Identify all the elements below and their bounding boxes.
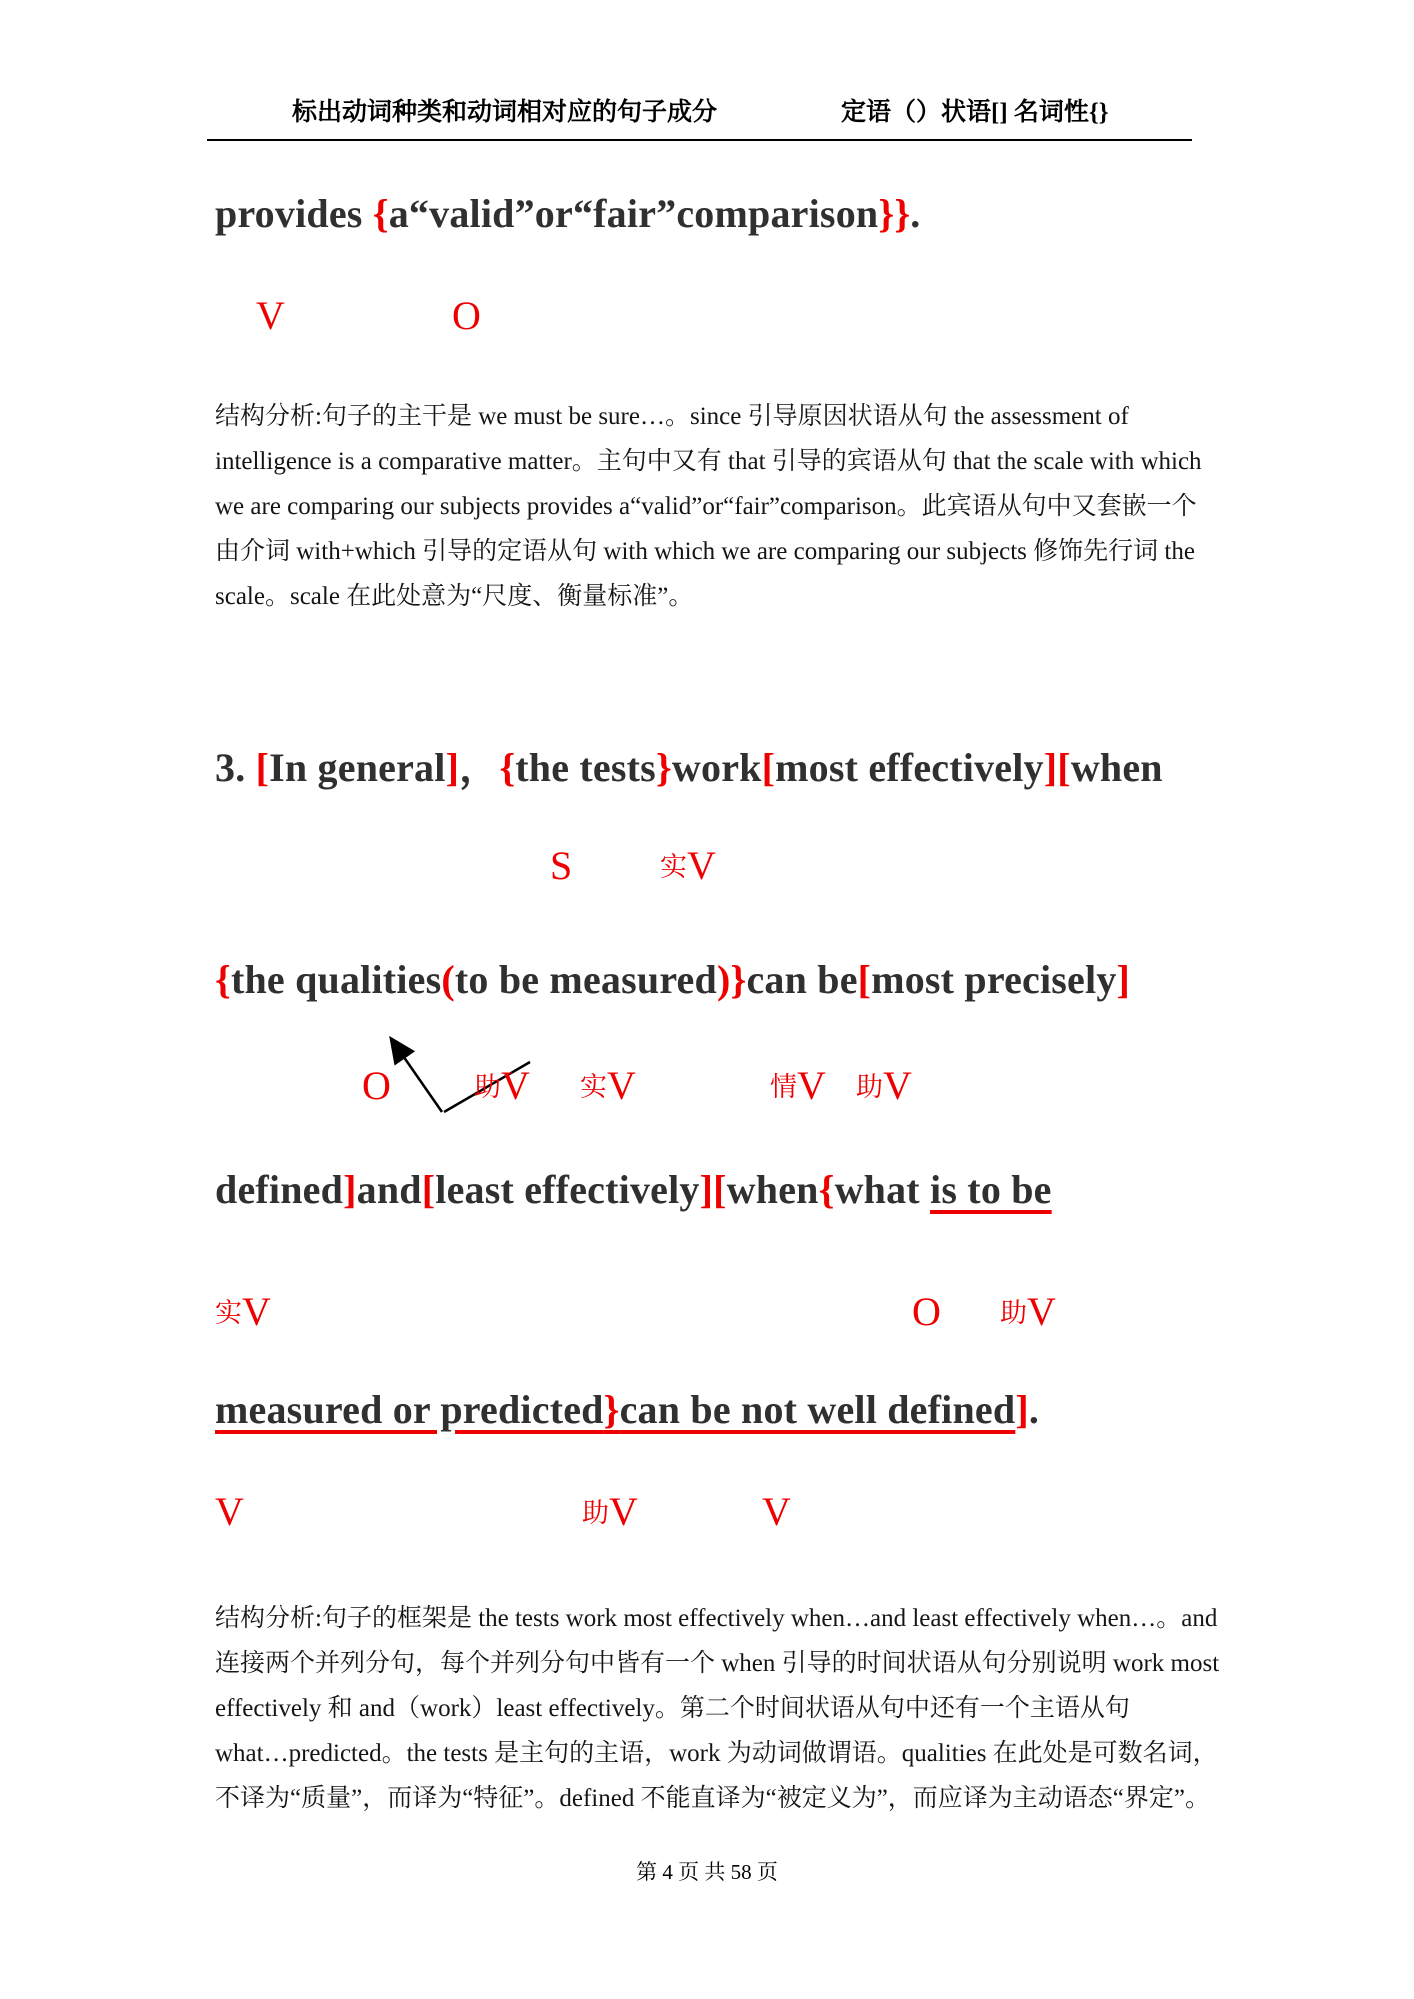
sentence-segment: a“valid”or“fair”comparison xyxy=(388,191,879,236)
label-en: V xyxy=(215,1489,244,1534)
label-en: V xyxy=(607,1063,636,1108)
structure-analysis-paragraph-2 xyxy=(215,1596,1220,1821)
sentence-line-provides xyxy=(215,190,921,237)
label-en: S xyxy=(550,843,573,888)
header-legend: 定语（）状语[] 名词性{} xyxy=(841,99,1109,126)
paragraph-line: scale。scale 在此处意为“尺度、衡量标准”。 xyxy=(215,583,694,610)
sentence-segment: { xyxy=(818,1167,835,1212)
annotation-row-4 xyxy=(0,1288,1414,1340)
paragraph-line: we are comparing our subjects provides a“valid”or“fair”comparison。此宾语从句中又套嵌一个 xyxy=(215,493,1197,520)
label-en: V xyxy=(609,1489,638,1534)
label-auxiliary-verb xyxy=(1000,1288,1056,1335)
sentence-segment: [ xyxy=(1057,745,1071,790)
label-object xyxy=(912,1288,941,1335)
label-en: V xyxy=(256,293,285,338)
sentence-segment: . xyxy=(1028,1387,1040,1432)
sentence-segment: { xyxy=(372,191,389,236)
label-notional-verb xyxy=(660,842,716,889)
sentence-segment: when xyxy=(1070,745,1163,790)
sentence-segment: and xyxy=(356,1167,422,1212)
page-number-footer: 第 4 页 共 58 页 xyxy=(636,1860,778,1884)
sentence-segment: { xyxy=(499,745,516,790)
label-notional-verb xyxy=(215,1288,271,1335)
sentence-segment: 3. xyxy=(215,745,256,790)
sentence-segment: is to be xyxy=(930,1167,1052,1212)
sentence-segment: [ xyxy=(857,957,872,1002)
sentence-3-line-2 xyxy=(215,956,1130,1003)
sentence-segment: what xyxy=(834,1167,931,1212)
sentence-segment: ] xyxy=(343,1167,357,1212)
label-en: V xyxy=(797,1063,826,1108)
label-zh: 实 xyxy=(215,1298,242,1328)
paragraph-line: 结构分析:句子的主干是 we must be sure…。since 引导原因状语从句 the assessment of xyxy=(215,403,1129,430)
label-verb xyxy=(762,1488,791,1535)
label-zh: 实 xyxy=(580,1072,607,1102)
annotation-row-5 xyxy=(0,1488,1414,1540)
label-auxiliary-verb xyxy=(474,1062,530,1109)
annotation-row-3 xyxy=(0,1062,1414,1114)
sentence-segment: . xyxy=(910,191,921,236)
annotation-row-1 xyxy=(0,292,1414,344)
sentence-segment: [ xyxy=(713,1167,727,1212)
label-en: O xyxy=(912,1289,941,1334)
paragraph-line: 不译为“质量”，而译为“特征”。defined 不能直译为“被定义为”，而应译为主动语态“界定”。 xyxy=(215,1785,1210,1812)
sentence-segment: } xyxy=(655,745,672,790)
label-subject xyxy=(550,842,572,889)
sentence-segment: ] xyxy=(1015,1387,1029,1432)
sentence-segment: }} xyxy=(878,191,911,236)
label-zh: 情 xyxy=(770,1072,797,1102)
sentence-3-line-4 xyxy=(215,1386,1039,1433)
sentence-segment: } xyxy=(603,1387,620,1432)
label-modal-verb xyxy=(770,1062,826,1109)
sentence-segment: [ xyxy=(255,745,270,790)
label-notional-verb xyxy=(580,1062,636,1109)
label-en: V xyxy=(242,1289,271,1334)
sentence-segment: can be xyxy=(746,957,858,1002)
paragraph-line: what…predicted。the tests 是主句的主语，work 为动词做谓语。qualities 在此处是可数名词， xyxy=(215,1740,1218,1767)
label-en: V xyxy=(762,1489,791,1534)
sentence-segment: { xyxy=(215,957,231,1002)
paragraph-line: intelligence is a comparative matter。主句中又有 that 引导的宾语从句 that the scale with which xyxy=(215,448,1202,475)
label-object xyxy=(452,292,481,339)
label-zh: 助 xyxy=(856,1072,883,1102)
sentence-segment: [ xyxy=(421,1167,436,1212)
label-en: V xyxy=(1027,1289,1056,1334)
structure-analysis-paragraph-1 xyxy=(215,394,1210,619)
paragraph-line: 由介词 with+which 引导的定语从句 with which we are comparing our subjects 修饰先行词 the xyxy=(215,538,1195,565)
sentence-segment: defined xyxy=(215,1167,344,1212)
label-verb xyxy=(256,292,285,339)
sentence-segment: to be measured xyxy=(454,957,717,1002)
sentence-segment: ] xyxy=(1116,957,1131,1002)
label-verb xyxy=(215,1488,244,1535)
annotation-row-2 xyxy=(0,842,1414,894)
paragraph-line: 结构分析:句子的框架是 the tests work most effectively when…and least effectively when…。and xyxy=(215,1605,1218,1632)
sentence-segment: most effectively xyxy=(775,745,1044,790)
label-en: V xyxy=(883,1063,912,1108)
sentence-segment: ( xyxy=(441,957,455,1002)
sentence-segment: In general xyxy=(269,745,446,790)
sentence-segment: ， xyxy=(459,745,500,790)
sentence-3-line-1 xyxy=(215,736,1163,793)
paragraph-line: 连接两个并列分句，每个并列分句中皆有一个 when 引导的时间状语从句分别说明 work most xyxy=(215,1650,1220,1677)
sentence-segment: provides xyxy=(215,191,373,236)
sentence-segment: } xyxy=(730,957,747,1002)
label-en: O xyxy=(362,1063,391,1108)
label-zh: 助 xyxy=(582,1498,609,1528)
header-divider xyxy=(207,139,1192,141)
label-en: V xyxy=(687,843,716,888)
sentence-segment: can be not well defined xyxy=(619,1387,1016,1432)
sentence-segment: measured or predicted xyxy=(215,1387,604,1432)
sentence-3-line-3 xyxy=(215,1166,1052,1213)
sentence-segment: ] xyxy=(1043,745,1058,790)
label-zh: 实 xyxy=(660,852,687,882)
label-en: O xyxy=(452,293,481,338)
sentence-segment: least effectively xyxy=(435,1167,700,1212)
paragraph-line: effectively 和 and（work）least effectively。第二个时间状语从句中还有一个主语从句 xyxy=(215,1695,1130,1722)
sentence-segment: work xyxy=(671,745,762,790)
label-auxiliary-verb xyxy=(856,1062,912,1109)
sentence-segment: ] xyxy=(699,1167,714,1212)
label-zh: 助 xyxy=(474,1072,501,1102)
label-zh: 助 xyxy=(1000,1298,1027,1328)
sentence-segment: most precisely xyxy=(871,957,1117,1002)
sentence-segment: the qualities xyxy=(230,957,442,1002)
header-instruction: 标出动词种类和动词相对应的句子成分 xyxy=(292,99,718,126)
label-auxiliary-verb xyxy=(582,1488,638,1535)
sentence-segment: ] xyxy=(445,745,460,790)
sentence-segment: the tests xyxy=(515,745,656,790)
sentence-segment: ) xyxy=(716,957,731,1002)
sentence-segment: [ xyxy=(761,745,776,790)
label-object xyxy=(362,1062,391,1109)
label-en: V xyxy=(501,1063,530,1108)
sentence-segment: when xyxy=(726,1167,819,1212)
